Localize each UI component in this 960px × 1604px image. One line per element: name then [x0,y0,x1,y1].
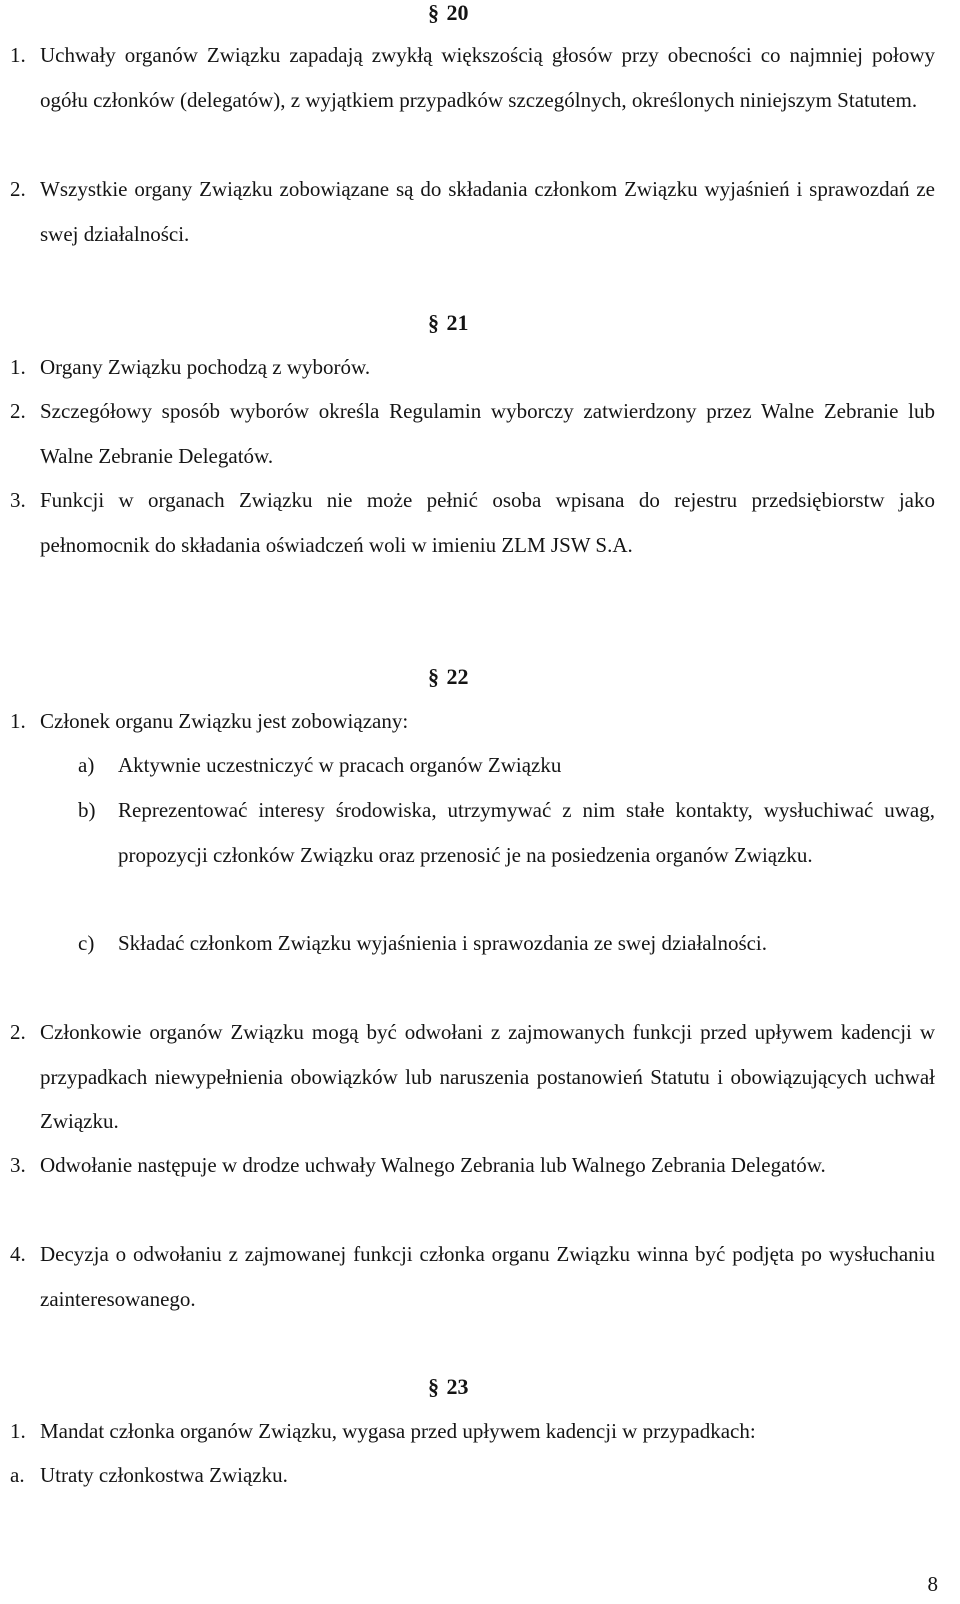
sub-item-letter: a) [78,753,95,777]
paragraph-item [10,1232,935,1321]
sub-item [78,788,935,877]
paragraph-item [10,389,935,478]
paragraph-item [10,699,935,744]
item-number: 4. [10,1242,26,1266]
paragraph-item [10,478,935,567]
item-text: Wszystkie organy Związku zobowiązane są do składania członkom Związku wyjaśnień i sprawozdań ze swej działalności. [40,177,935,246]
item-text: Decyzja o odwołaniu z zajmowanej funkcji członka organu Związku winna być podjęta po wysłuchaniu zainteresowanego. [40,1242,935,1311]
section-sign: § [428,0,439,25]
section-number: 21 [446,310,469,335]
item-number: 1. [10,43,26,67]
paragraph-item [10,1143,935,1188]
item-text: Funkcji w organach Związku nie może pełnić osoba wpisana do rejestru przedsiębiorstw jako pełnomocnik do składania oświadczeń woli w imieniu ZLM JSW S.A. [40,488,935,557]
item-text: Członek organu Związku jest zobowiązany: [40,709,409,733]
item-text: Członkowie organów Związku mogą być odwołani z zajmowanych funkcji przed upływem kadencji w przypadkach niewypełnienia obowiązków lub naruszenia postanowień Statutu i obowiązujących uchwał Związku. [40,1020,935,1133]
item-text: Utraty członkostwa Związku. [40,1463,288,1487]
sub-item-letter: c) [78,931,95,955]
item-number: 2. [10,399,26,423]
section-sign: § [428,664,439,689]
paragraph-item [10,1453,935,1498]
item-number: 2. [10,177,26,201]
paragraph-item [10,167,935,256]
item-text: Odwołanie następuje w drodze uchwały Walnego Zebrania lub Walnego Zebrania Delegatów. [40,1153,826,1177]
item-text: Szczegółowy sposób wyborów określa Regulamin wyborczy zatwierdzony przez Walne Zebranie lub Walne Zebranie Delegatów. [40,399,935,468]
section-sign: § [428,310,439,335]
paragraph-item [10,345,935,390]
sub-item-letter: b) [78,798,96,822]
item-number: 2. [10,1020,26,1044]
section-number: 22 [446,664,469,689]
item-number: 1. [10,1419,26,1443]
item-number: 3. [10,1153,26,1177]
item-text: Organy Związku pochodzą z wyborów. [40,355,371,379]
sub-item-text: Składać członkom Związku wyjaśnienia i sprawozdania ze swej działalności. [118,931,768,955]
section-number: 23 [446,1374,469,1399]
sub-item-text: Reprezentować interesy środowiska, utrzymywać z nim stałe kontakty, wysłuchiwać uwag, propozycji członków Związku oraz przenosić je na posiedzenia organów Związku. [118,798,935,867]
section-heading-23 [428,1374,469,1400]
item-text: Uchwały organów Związku zapadają zwykłą większością głosów przy obecności co najmniej połowy ogółu członków (delegatów), z wyjątkiem przypadków szczególnych, określonych niniejszym Statutem. [40,43,935,112]
item-number: 1. [10,709,26,733]
paragraph-item [10,1409,935,1454]
section-heading-22 [428,664,469,690]
item-number: 3. [10,488,26,512]
paragraph-item [10,33,935,122]
page-number: 8 [927,1572,938,1596]
sub-item-text: Aktywnie uczestniczyć w pracach organów Związku [118,753,562,777]
item-text: Mandat członka organów Związku, wygasa przed upływem kadencji w przypadkach: [40,1419,756,1443]
paragraph-item [10,1010,935,1144]
sub-item [78,743,935,788]
item-number: a. [10,1463,25,1487]
section-number: 20 [446,0,469,25]
sub-item [78,921,935,966]
item-number: 1. [10,355,26,379]
section-heading-21 [428,310,469,336]
section-sign: § [428,1374,439,1399]
section-heading-20 [428,0,469,26]
